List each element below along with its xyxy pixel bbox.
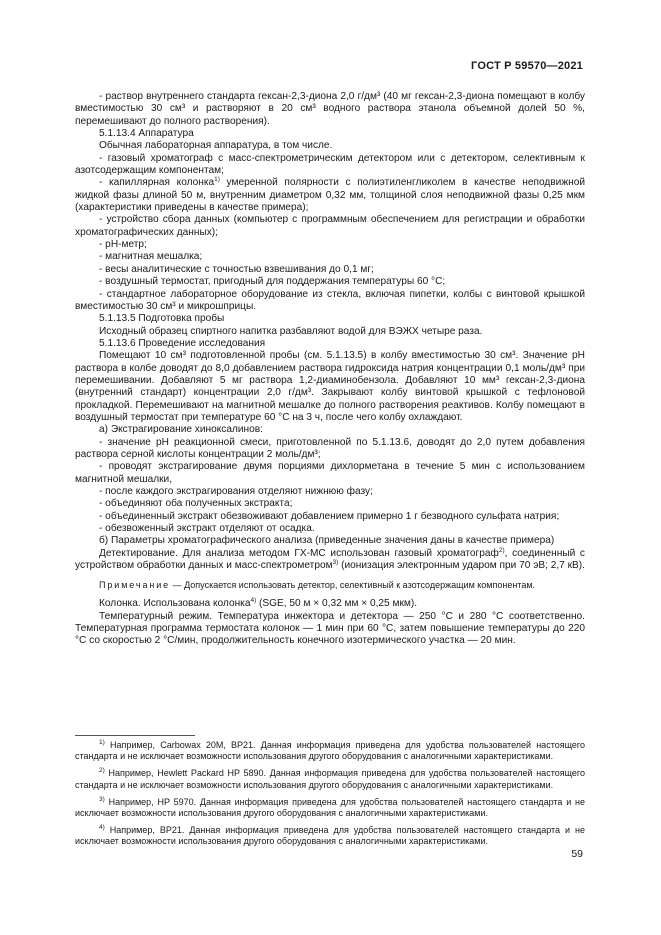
paragraph: Температурный режим. Температура инжектора и детектора — 250 °С и 280 °С соответственно. Температурная программа термостата колонок — 1 мин при 60 °С, затем повышение температуры до 220 °С со скоростью 2 °С/мин, продолжительность конечного изотермического участка — 20 мин.: [75, 610, 585, 647]
list-item: - после каждого экстрагирования отделяют нижнюю фазу;: [99, 486, 373, 497]
list-item: - значение pH реакционной смеси, приготовленной по 5.1.13.6, доводят до 2,0 путем добавления раствора серной кислоты концентрации 2 моль/дм³;: [75, 436, 585, 460]
list-item: - объединенный экстракт обезвоживают добавлением примерно 1 г безводного сульфата натрия;: [99, 510, 560, 522]
list-item: - pH-метр;: [99, 239, 147, 251]
footnote-ref: 4): [250, 597, 257, 605]
standard-id: ГОСТ Р 59570—2021: [471, 60, 583, 72]
footnote-ref: 3): [332, 559, 339, 567]
list-item: - весы аналитические с точностью взвешивания до 0,1 мг;: [99, 263, 374, 275]
footnote-ref: 2): [498, 546, 505, 554]
page-number: 59: [571, 848, 583, 860]
paragraph: [75, 598, 585, 610]
footnote-mark: 4): [99, 824, 105, 832]
text-run: Колонка. Использована колонка: [99, 598, 251, 610]
list-item: - проводят экстрагирование двумя порциями дихлорметана в течение 5 мин с использованием магнитной мешалки,: [75, 461, 585, 485]
text-run: (SGE, 50 м × 0,32 мм × 0,25 мкм).: [256, 598, 418, 610]
list-item: - стандартное лабораторное оборудование из стекла, включая пипетки, колбы с винтовой крышкой вместимостью 30 см³ и микрошприцы.: [75, 288, 585, 312]
list-item: - магнитная мешалка;: [99, 251, 203, 263]
list-item: - устройство сбора данных (компьютер с программным обеспечением для регистрации и обработки хроматографических данных);: [75, 214, 585, 238]
paragraph: а) Экстрагирование хиноксалинов:: [99, 424, 263, 436]
footnote-mark: 2): [99, 767, 105, 775]
paragraph: Обычная лабораторная аппаратура, в том числе.: [99, 140, 333, 152]
main-text: [75, 91, 585, 648]
list-item: [75, 177, 585, 214]
footnote-mark: 1): [99, 739, 105, 746]
footnote-text: Например, Carbowax 20M, BP21. Данная информация приведена для удобства пользователей настоящего стандарта и не исключает возможности использования другого оборудования с аналогичными характеристиками.: [75, 740, 585, 762]
paragraph: Помещают 10 см³ подготовленной пробы (см. 5.1.13.5) в колбу вместимостью 30 см³. Значение pH раствора в колбе доводят до 8,0 добавлением раствора гидроксида натрия концентрации 0,1 моль/дм³ при перемешивании. Добавляют 5 мг раствора 1,2-диаминобензола. Добавляют 10 мм³ гексан-2,3-диона (внутренний стандарт) концентрации 2,0 г/дм³. Закрывают колбу винтовой крышкой с тефлоновой прокладкой. Перемешивают на магнитной мешалке до полного растворения реактивов. Колбу помещают в воздушный термостат при температуре 60 °С на 3 ч, после чего колбу охлаждают.: [75, 350, 585, 423]
list-item: - объединяют оба полученных экстракта;: [99, 498, 293, 510]
text-run: , соединенный с устройством обработки данных и масс-спектрометром: [75, 547, 585, 572]
paragraph: Исходный образец спиртного напитка разбавляют водой для ВЭЖХ четыре раза.: [99, 325, 483, 337]
paragraph: [75, 548, 585, 573]
footnote: [75, 797, 585, 819]
section-heading: 5.1.13.5 Подготовка пробы: [99, 313, 225, 325]
footnote: [75, 768, 585, 790]
footnote-separator: [75, 735, 195, 736]
section-heading: 5.1.13.6 Проведение исследования: [99, 337, 266, 349]
list-item: - обезвоженный экстракт отделяют от осадка.: [99, 523, 315, 535]
section-heading: 5.1.13.4 Аппаратура: [99, 128, 194, 140]
text-run: Детектирование. Для анализа методом ГХ-МС использован газовый хроматограф: [99, 547, 499, 559]
footnote: [75, 740, 585, 762]
note-label: Примечание: [99, 580, 171, 591]
footnote: [75, 825, 585, 847]
footnote-mark: 3): [99, 795, 105, 803]
list-item: - воздушный термостат, пригодный для поддержания температуры 60 °С;: [99, 276, 446, 288]
footnote-text: Например, BP21. Данная информация приведена для удобства пользователей настоящего стандарта и не исключает возможности использования другого оборудования с аналогичными характеристиками.: [75, 825, 585, 847]
note: [75, 579, 585, 591]
text-run: умеренной полярности с полиэтиленгликолем в качестве неподвижной жидкой фазы длиной 50 м, внутренним диаметром 0,32 мм, толщиной слоя неподвижной фазы 0,25 мкм (характеристики приведены в качестве примера);: [75, 177, 585, 214]
paragraph: - раствор внутреннего стандарта гексан-2,3-диона 2,0 г/дм³ (40 мг гексан-2,3-диона помещают в колбу вместимостью 30 см³ и растворяют в 20 см³ водного раствора этанола объемной долей 50 %, перемешивают до полного растворения).: [75, 91, 585, 127]
footnote-ref: 1): [214, 176, 220, 184]
list-item: - газовый хроматограф с масс-спектрометрическим детектором или с детектором, селективным к азотсодержащим компонентам;: [75, 152, 585, 177]
paragraph: б) Параметры хроматографического анализа (приведенные значения даны в качестве примера): [99, 535, 555, 547]
note-text: — Допускается использовать детектор, селективный к азотсодержащим компонентам.: [170, 580, 536, 591]
text-run: - капиллярная колонка: [99, 177, 215, 189]
footnote-text: Например, HP 5970. Данная информация приведена для удобства пользователей настоящего стандарта и не исключает возможности использования другого оборудования с аналогичными характеристиками.: [75, 796, 585, 819]
footnotes: [75, 740, 585, 854]
footnote-text: Например, Hewlett Packard HP 5890. Данная информация приведена для удобства пользователей настоящего стандарта и не исключает возможности использования другого оборудования с аналогичными характеристиками.: [75, 768, 585, 790]
text-run: (ионизация электронным ударом при 70 эВ; 2,7 кВ).: [338, 560, 585, 572]
